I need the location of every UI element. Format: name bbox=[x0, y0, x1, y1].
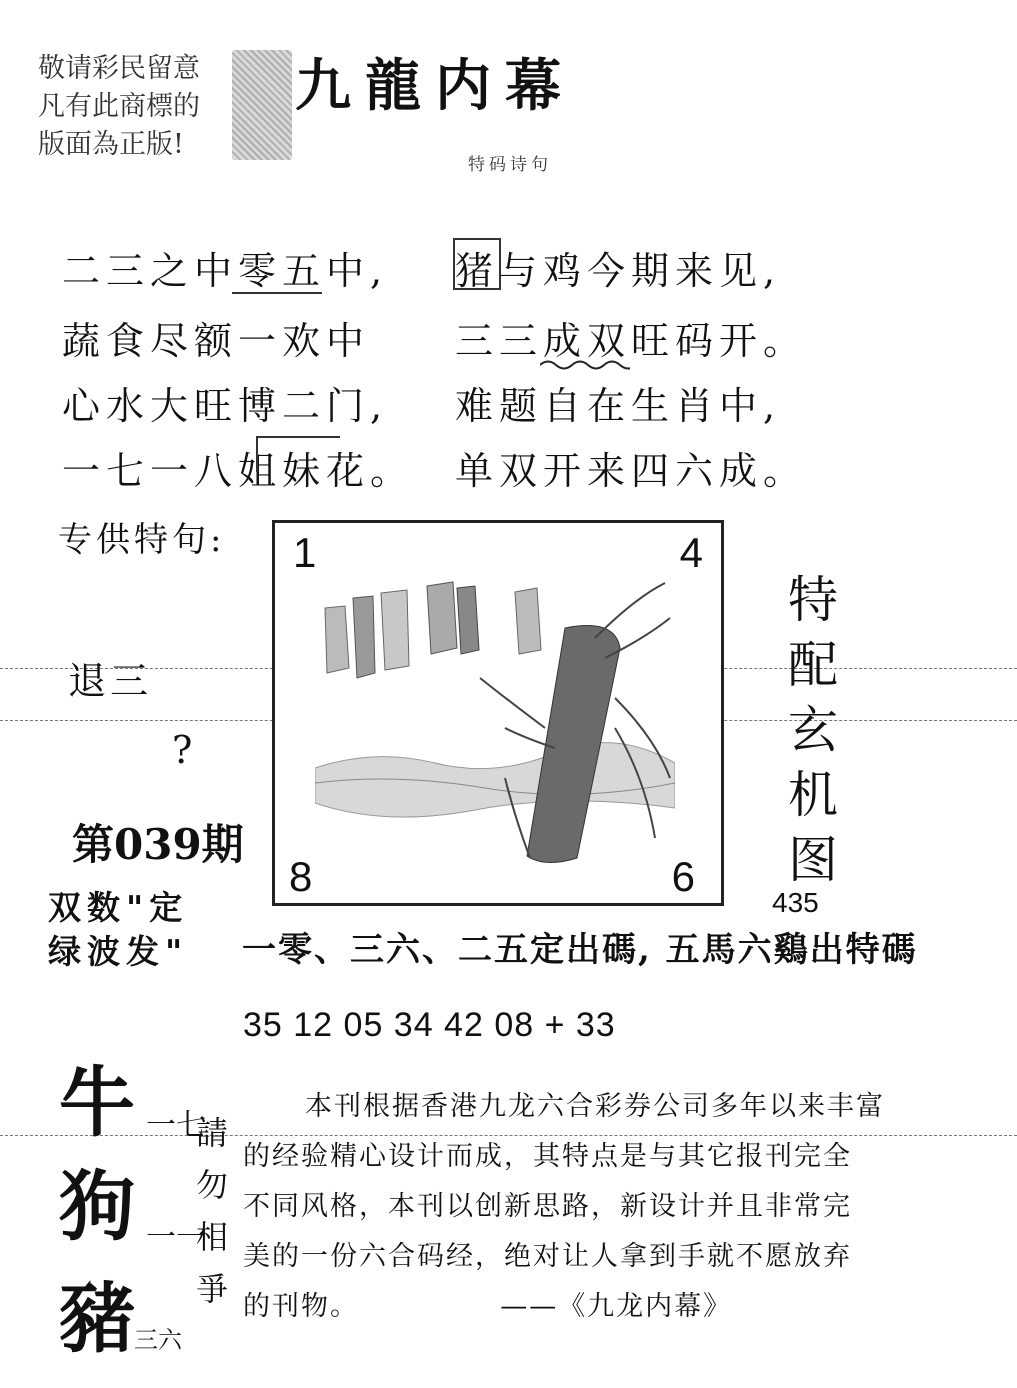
mystery-picture bbox=[272, 520, 724, 906]
phrase-char: 爭 bbox=[196, 1270, 229, 1308]
poem-right-line: 单双开来四六成。 bbox=[455, 449, 808, 493]
poem-right-line: 猪与鸡今期来见, bbox=[455, 249, 782, 293]
zodiac-dog: 狗 bbox=[59, 1162, 135, 1251]
poem-right-line: 难题自在生肖中, bbox=[455, 384, 782, 428]
bracket-mark bbox=[256, 436, 340, 472]
side-code: 435 bbox=[772, 887, 819, 918]
issue-number: 第039期 bbox=[72, 820, 244, 869]
zodiac-pig: 豬 bbox=[59, 1274, 135, 1363]
description-signature: ——《九龙内幕》 bbox=[500, 1291, 733, 1322]
description-line: 的经验精心设计而成，其特点是与其它报刊完全 bbox=[243, 1141, 852, 1172]
notice-line: 版面為正版! bbox=[38, 129, 184, 160]
poem-left-line: 心水大旺博二门, bbox=[62, 384, 389, 428]
dragon-emblem-icon bbox=[232, 50, 292, 160]
zodiac-note-top: 一七 bbox=[146, 1108, 206, 1143]
notice-line: 敬请彩民留意 bbox=[38, 53, 200, 84]
wavy-underline-icon bbox=[540, 358, 630, 372]
prediction-slogan: 一零、三六、二五定出碼, 五馬六鷄出特碼 bbox=[242, 930, 918, 970]
hint-line-2: 绿波发" bbox=[48, 932, 189, 971]
publication-subtitle: 特码诗句 bbox=[468, 155, 552, 175]
description-line: 的刊物。 bbox=[243, 1291, 359, 1322]
poem-left-line: 一七一八姐妹花。 bbox=[62, 449, 415, 493]
notice-line: 凡有此商標的 bbox=[38, 91, 200, 122]
poem-left-line: 二三之中零五中, bbox=[62, 249, 389, 293]
underline-mark bbox=[232, 292, 322, 294]
drawn-numbers: 35 12 05 34 42 08 + 33 bbox=[243, 1006, 616, 1044]
zodiac-note-bottom: 三六 bbox=[134, 1326, 182, 1354]
question-mark: ? bbox=[172, 728, 197, 772]
phrase-char: 請 bbox=[196, 1114, 229, 1152]
authenticity-notice bbox=[38, 50, 200, 164]
corner-number-bottom-right: 6 bbox=[671, 853, 695, 900]
poem-right-line: 三三成双旺码开。 bbox=[455, 319, 808, 363]
side-title-char: 机 bbox=[788, 766, 838, 824]
special-sentence-label: 专供特句: bbox=[58, 520, 226, 560]
side-title-char: 配 bbox=[788, 636, 838, 694]
description-line: 本刊根据香港九龙六合彩券公司多年以来丰富 bbox=[305, 1091, 885, 1122]
highlight-box bbox=[453, 238, 501, 290]
zodiac-ox: 牛 bbox=[59, 1058, 135, 1147]
description-line: 美的一份六合码经，绝对让人拿到手就不愿放弃 bbox=[243, 1241, 852, 1272]
hint-line-1: 双数"定 bbox=[48, 888, 189, 927]
poem-left-line: 蔬食尽额一欢中 bbox=[62, 319, 371, 363]
phrase-char: 相 bbox=[196, 1218, 229, 1256]
side-title bbox=[778, 568, 848, 893]
corner-number-top-left: 1 bbox=[293, 529, 317, 576]
side-title-char: 玄 bbox=[788, 701, 838, 759]
publication-title: 九龍内幕 bbox=[295, 53, 575, 119]
phrase-char: 勿 bbox=[196, 1166, 229, 1204]
sailboats-reeds-icon bbox=[315, 578, 675, 868]
corner-number-bottom-left: 8 bbox=[289, 853, 313, 900]
description-line: 不同风格，本刊以创新思路，新设计并且非常完 bbox=[243, 1191, 852, 1222]
description-paragraph bbox=[243, 1082, 893, 1332]
retreat-label: 退三 bbox=[68, 659, 153, 703]
corner-number-top-right: 4 bbox=[679, 529, 703, 576]
side-title-char: 特 bbox=[788, 571, 838, 629]
side-title-char: 图 bbox=[788, 831, 838, 889]
zodiac-note-mid: 一一 bbox=[146, 1220, 206, 1255]
